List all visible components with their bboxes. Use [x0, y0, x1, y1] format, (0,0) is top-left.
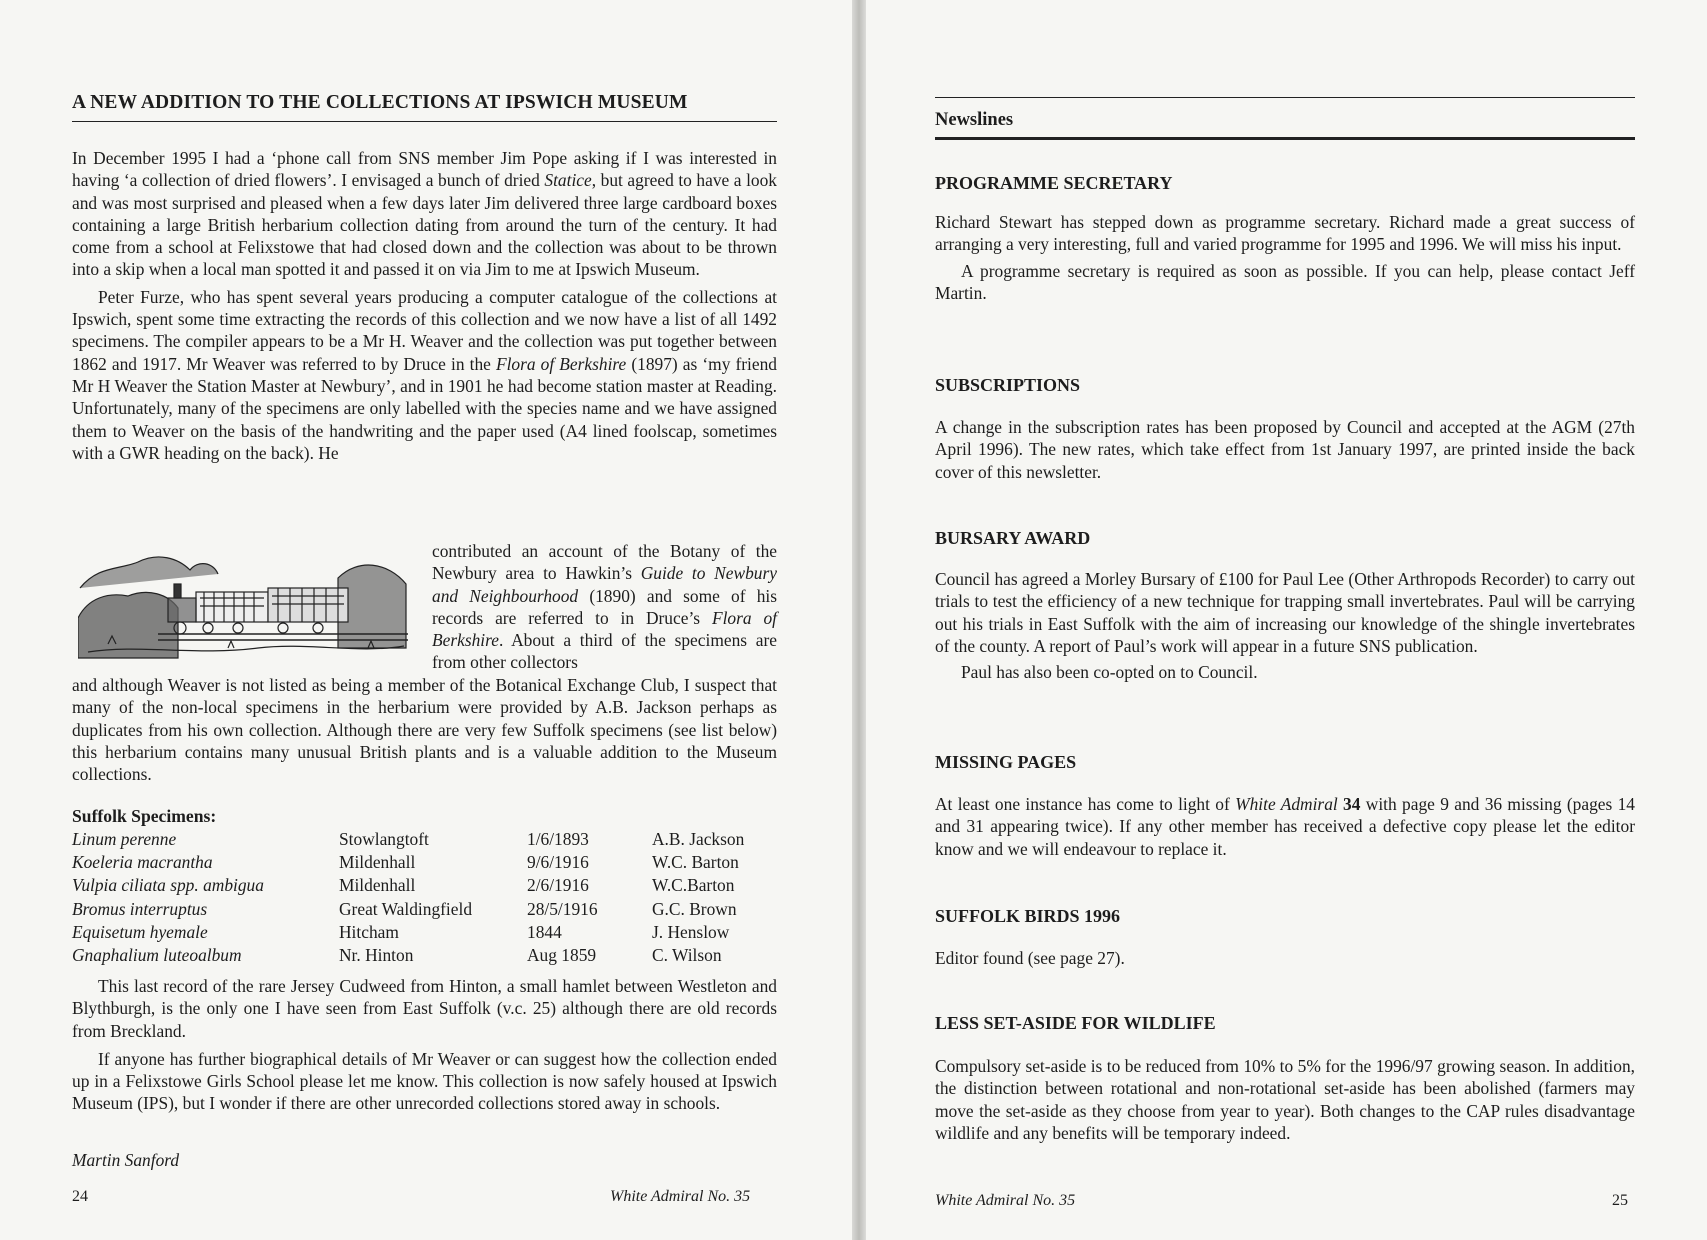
species: Bromus interruptus [72, 898, 208, 919]
paragraph-2: Peter Furze, who has spent several years producing a computer catalogue of the collections at Ipswich, spent some time extracting the records of this collection and we now have a list of all 1492 specimens. The compiler appears to be a Mr H. Weaver and the collection was put together between 1862 and 1917. Mr Weaver was referred to by Druce in the Flora of Berkshire (1897) as ‘my friend Mr H Weaver the Station Master at Newbury’, and in 1901 he had become station master at Reading. Unfortunately, many of the specimens are only labelled with the species name and we have assigned them to Weaver on the basis of the handwriting and the paper used (A4 lined foolscap, sometimes with a GWR heading on the back). He [72, 286, 778, 463]
article-body-top [72, 147, 777, 464]
date: 1/6/1893 [527, 829, 589, 849]
heading-rule [72, 121, 777, 122]
paragraph: Richard Stewart has stepped down as programme secretary. Richard made a great success of arranging a very interesting, full and varied programme for 1995 and 1996. We will miss his input. [935, 212, 1635, 255]
species: Koeleria macrantha [72, 852, 213, 873]
collector: W.C.Barton [652, 875, 735, 896]
table-row [72, 922, 792, 945]
paragraph: Council has agreed a Morley Bursary of £100 for Paul Lee (Other Arthropods Recorder) to carry out trials to test the efficiency of a new technique for trapping small invertebrates. Paul will be carrying out his trials in East Suffolk with the aim of increasing our knowledge of the shingle invertebrates of the county. A report of Paul’s work will appear in a future SNS publication. [935, 569, 1635, 656]
heading-programme-secretary: PROGRAMME SECRETARY [935, 173, 1173, 193]
table-row [72, 875, 792, 898]
place: Hitcham [339, 921, 399, 942]
heading-missing-pages: MISSING PAGES [935, 752, 1077, 772]
collector: A.B. Jackson [652, 829, 745, 849]
newslines-bottom-rule [935, 137, 1635, 140]
paragraph: A programme secretary is required as soon as possible. If you can help, please contact Jeff Martin. [935, 260, 1635, 303]
collector: C. Wilson [652, 944, 722, 965]
article-closing [72, 975, 777, 1115]
specimens-title: Suffolk Specimens: [72, 806, 217, 826]
paragraph: Paul has also been co-opted on to Council. [961, 662, 1258, 683]
suffolk-birds-body [935, 947, 1635, 969]
set-aside-body [935, 1055, 1635, 1144]
species: Vulpia ciliata spp. ambigua [72, 875, 264, 896]
collector: G.C. Brown [652, 898, 737, 919]
left-page [0, 0, 852, 1240]
date: 9/6/1916 [527, 852, 589, 873]
page-number-left: 24 [72, 1188, 88, 1205]
bursary-body [935, 568, 1635, 683]
place: Nr. Hinton [339, 944, 414, 965]
author-signature: Martin Sanford [72, 1150, 180, 1170]
heading-bursary-award: BURSARY AWARD [935, 528, 1091, 548]
article-heading: A NEW ADDITION TO THE COLLECTIONS AT IPSWICH MUSEUM [72, 92, 688, 113]
table-row [72, 852, 792, 875]
date: Aug 1859 [527, 944, 597, 965]
subscriptions-body [935, 416, 1635, 483]
species: Equisetum hyemale [72, 921, 208, 942]
specimens-table [72, 829, 792, 968]
heading-subscriptions: SUBSCRIPTIONS [935, 375, 1081, 395]
newslines-top-rule [935, 97, 1635, 98]
paragraph-appeal: If anyone has further biographical details of Mr Weaver or can suggest how the collection ended up in a Felixstowe Girls School please let me know. This collection is now safely housed at Ipswich Museum (IPS), but I wonder if there are other unrecorded collections stored away in schools. [72, 1048, 777, 1114]
collector: J. Henslow [652, 921, 730, 942]
programme-secretary-body [935, 211, 1635, 304]
wrapped-paragraph: contributed an account of the Botany of the Newbury area to Hawkin’s Guide to Newbury and Neighbourhood (1890) and some of his records are referred to in Druce’s Flora of Berkshire. About a third of the specimens are from other collectors [432, 541, 778, 673]
table-row [72, 899, 792, 922]
species: Linum perenne [72, 829, 177, 849]
date: 2/6/1916 [527, 875, 589, 896]
paragraph-1: In December 1995 I had a ‘phone call from SNS member Jim Pope asking if I was interested in having ‘a collection of dried flowers’. I envisaged a bunch of dried Statice, but agreed to have a look and was most surprised and pleased when a few days later Jim delivered three large cardboard boxes containing a large British herbarium collection dating from around the turn of the century. It had come from a school at Felixstowe that had closed down and the collection was about to be thrown into a skip when a local man spotted it and passed it on via Jim to me at Ipswich Museum. [72, 148, 777, 280]
collector: W.C. Barton [652, 852, 739, 873]
footer-left: White Admiral No. 35 [610, 1188, 751, 1205]
place: Mildenhall [339, 852, 416, 873]
table-row [72, 945, 792, 968]
missing-pages-body [935, 793, 1635, 860]
paragraph: Compulsory set-aside is to be reduced from 10% to 5% for the 1996/97 growing season. In addition, the distinction between rotational and non-rotational set-aside has been abolished (farmers may move the set-aside as they choose from year to year). Both changes to the CAP rules disadvantage wildlife and any benefits will be temporary indeed. [935, 1056, 1635, 1143]
table-row [72, 829, 792, 852]
paragraph: A change in the subscription rates has been proposed by Council and accepted at the AGM (27th April 1996). The new rates, which take effect from 1st January 1997, are printed inside the back cover of this newsletter. [935, 417, 1635, 482]
paragraph: Editor found (see page 27). [935, 948, 1125, 968]
place: Great Waldingfield [339, 898, 473, 919]
footer-right: White Admiral No. 35 [935, 1192, 1076, 1209]
heading-suffolk-birds: SUFFOLK BIRDS 1996 [935, 906, 1121, 926]
article-continuation: and although Weaver is not listed as being a member of the Botanical Exchange Club, I suspect that many of the non-local specimens in the herbarium were provided by A.B. Jackson perhaps as duplicates from his own collection. Although there are very few Suffolk specimens (see list below) this herbarium contains many unusual British plants and is a valuable addition to the Museum collections. [72, 675, 777, 785]
paragraph-cudweed: This last record of the rare Jersey Cudweed from Hinton, a small hamlet between Westleton and Blythburgh, is the only one I have seen from East Suffolk (v.c. 25) although there are old records from Breckland. [72, 976, 777, 1041]
steam-train-engraving [78, 548, 408, 662]
place: Mildenhall [339, 875, 416, 896]
heading-less-set-aside: LESS SET-ASIDE FOR WILDLIFE [935, 1013, 1216, 1033]
place: Stowlangtoft [339, 829, 429, 849]
date: 1844 [527, 921, 562, 942]
date: 28/5/1916 [527, 898, 598, 919]
page-gutter [852, 0, 866, 1240]
species: Gnaphalium luteoalbum [72, 944, 242, 965]
page-number-right: 25 [1612, 1192, 1628, 1209]
paragraph: At least one instance has come to light of White Admiral 34 with page 9 and 36 missing (pages 14 and 31 appearing twice). If any other member has received a defective copy please let the editor know and we will endeavour to replace it. [935, 794, 1635, 859]
section-title: Newslines [935, 110, 1014, 130]
